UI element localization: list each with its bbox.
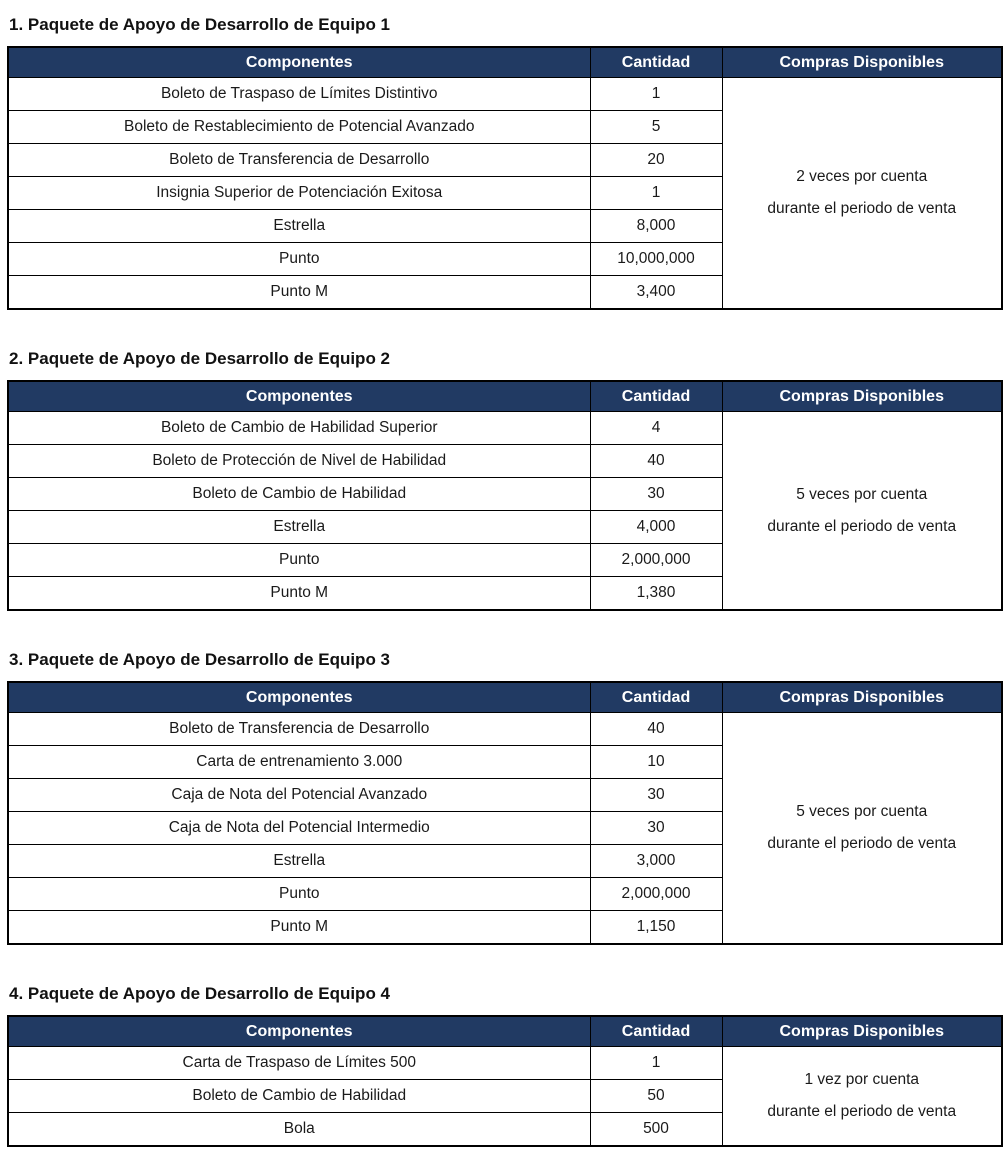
purchase-limit-line-2: durante el periodo de venta xyxy=(767,200,957,217)
column-header-cantidad: Cantidad xyxy=(590,381,722,412)
column-header-cantidad: Cantidad xyxy=(590,682,722,713)
quantity-cell: 2,000,000 xyxy=(590,544,722,577)
purchase-limit-line-1: 5 veces por cuenta xyxy=(796,485,928,503)
table-body xyxy=(8,412,1002,611)
table-row xyxy=(8,713,1002,746)
quantity-cell: 40 xyxy=(590,445,722,478)
header-row xyxy=(8,682,1002,713)
table-header xyxy=(8,682,1002,713)
quantity-cell: 4 xyxy=(590,412,722,445)
purchase-limit-line-1: 2 veces por cuenta xyxy=(796,168,928,185)
table-header xyxy=(8,381,1002,412)
package-table xyxy=(7,1015,1003,1147)
quantity-cell: 4,000 xyxy=(590,511,722,544)
component-cell: Boleto de Transferencia de Desarrollo xyxy=(8,144,590,177)
component-cell: Boleto de Cambio de Habilidad xyxy=(8,478,590,511)
column-header-compras-disponibles: Compras Disponibles xyxy=(722,1016,1002,1047)
table-body xyxy=(8,78,1002,310)
column-header-cantidad: Cantidad xyxy=(590,47,722,78)
quantity-cell: 1 xyxy=(590,78,722,111)
quantity-cell: 10 xyxy=(590,746,722,779)
quantity-cell: 30 xyxy=(590,812,722,845)
component-cell: Estrella xyxy=(8,845,590,878)
purchase-limit-line-1: 5 veces por cuenta xyxy=(796,803,928,820)
component-cell: Carta de Traspaso de Límites 500 xyxy=(8,1047,590,1080)
component-cell: Caja de Nota del Potencial Intermedio xyxy=(8,812,590,845)
header-row xyxy=(8,381,1002,412)
purchase-limit-cell xyxy=(722,412,1002,611)
header-row xyxy=(8,1016,1002,1047)
component-cell: Bola xyxy=(8,1113,590,1147)
column-header-componentes: Componentes xyxy=(8,381,590,412)
quantity-cell: 500 xyxy=(590,1113,722,1147)
package-table-section xyxy=(7,649,1001,945)
header-row xyxy=(8,47,1002,78)
package-table-section xyxy=(7,348,1001,611)
quantity-cell: 30 xyxy=(590,779,722,812)
component-cell: Estrella xyxy=(8,511,590,544)
purchase-limit-line-1: 1 vez por cuenta xyxy=(804,1071,920,1088)
table-title: 3. Paquete de Apoyo de Desarrollo de Equipo 3 xyxy=(9,650,391,669)
component-cell: Boleto de Cambio de Habilidad xyxy=(8,1080,590,1113)
quantity-cell: 3,400 xyxy=(590,276,722,310)
component-cell: Punto M xyxy=(8,911,590,945)
component-cell: Punto M xyxy=(8,577,590,611)
quantity-cell: 8,000 xyxy=(590,210,722,243)
quantity-cell: 1,150 xyxy=(590,911,722,945)
component-cell: Caja de Nota del Potencial Avanzado xyxy=(8,779,590,812)
quantity-cell: 10,000,000 xyxy=(590,243,722,276)
column-header-compras-disponibles: Compras Disponibles xyxy=(722,682,1002,713)
component-cell: Punto M xyxy=(8,276,590,310)
purchase-limit-cell xyxy=(722,78,1002,310)
quantity-cell: 5 xyxy=(590,111,722,144)
component-cell: Boleto de Protección de Nivel de Habilidad xyxy=(8,445,590,478)
table-title: 4. Paquete de Apoyo de Desarrollo de Equipo 4 xyxy=(9,984,391,1003)
quantity-cell: 20 xyxy=(590,144,722,177)
table-row xyxy=(8,1047,1002,1080)
purchase-limit-line-2: durante el periodo de venta xyxy=(767,517,957,535)
quantity-cell: 1 xyxy=(590,177,722,210)
quantity-cell: 30 xyxy=(590,478,722,511)
column-header-compras-disponibles: Compras Disponibles xyxy=(722,47,1002,78)
column-header-componentes: Componentes xyxy=(8,47,590,78)
quantity-cell: 50 xyxy=(590,1080,722,1113)
column-header-componentes: Componentes xyxy=(8,682,590,713)
package-table xyxy=(7,380,1003,611)
package-table-section xyxy=(7,14,1001,310)
table-row xyxy=(8,78,1002,111)
column-header-componentes: Componentes xyxy=(8,1016,590,1047)
component-cell: Estrella xyxy=(8,210,590,243)
table-row xyxy=(8,412,1002,445)
component-cell: Boleto de Restablecimiento de Potencial Avanzado xyxy=(8,111,590,144)
quantity-cell: 3,000 xyxy=(590,845,722,878)
quantity-cell: 2,000,000 xyxy=(590,878,722,911)
table-header xyxy=(8,47,1002,78)
quantity-cell: 1 xyxy=(590,1047,722,1080)
table-title: 1. Paquete de Apoyo de Desarrollo de Equipo 1 xyxy=(9,15,391,34)
table-body xyxy=(8,1047,1002,1147)
package-table-section xyxy=(7,983,1001,1147)
quantity-cell: 40 xyxy=(590,713,722,746)
component-cell: Punto xyxy=(8,878,590,911)
quantity-cell: 1,380 xyxy=(590,577,722,611)
purchase-limit-cell xyxy=(722,713,1002,945)
component-cell: Insignia Superior de Potenciación Exitosa xyxy=(8,177,590,210)
table-title: 2. Paquete de Apoyo de Desarrollo de Equipo 2 xyxy=(9,349,391,368)
column-header-cantidad: Cantidad xyxy=(590,1016,722,1047)
purchase-limit-cell xyxy=(722,1047,1002,1147)
package-table xyxy=(7,46,1003,310)
table-body xyxy=(8,713,1002,945)
column-header-compras-disponibles: Compras Disponibles xyxy=(722,381,1002,412)
component-cell: Carta de entrenamiento 3.000 xyxy=(8,746,590,779)
component-cell: Boleto de Cambio de Habilidad Superior xyxy=(8,412,590,445)
purchase-limit-line-2: durante el periodo de venta xyxy=(767,1103,957,1120)
component-cell: Punto xyxy=(8,544,590,577)
tables-container xyxy=(7,14,1001,1147)
purchase-limit-line-2: durante el periodo de venta xyxy=(767,835,957,852)
package-table xyxy=(7,681,1003,945)
component-cell: Boleto de Transferencia de Desarrollo xyxy=(8,713,590,746)
table-header xyxy=(8,1016,1002,1047)
component-cell: Boleto de Traspaso de Límites Distintivo xyxy=(8,78,590,111)
component-cell: Punto xyxy=(8,243,590,276)
